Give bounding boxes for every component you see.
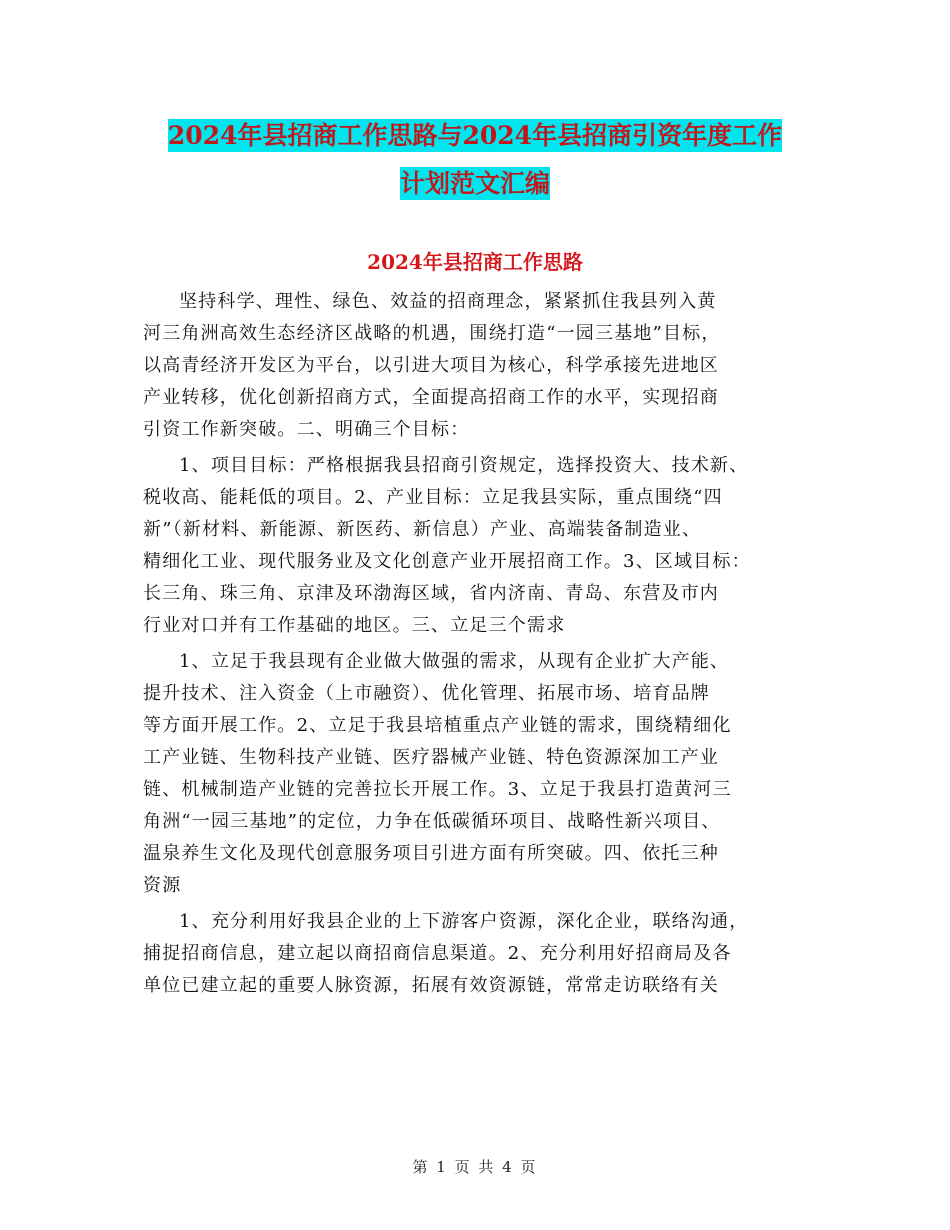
text-line: 产业转移，优化创新招商方式，全面提高招商工作的水平，实现招商 bbox=[143, 387, 719, 408]
paragraph-2 bbox=[143, 450, 808, 642]
text-line: 资源 bbox=[143, 875, 182, 896]
text-line: 新”（新材料、新能源、新医药、新信息）产业、高端装备制造业、 bbox=[143, 519, 702, 540]
text-line: 单位已建立起的重要人脉资源，拓展有效资源链，常常走访联络有关 bbox=[143, 975, 719, 996]
text-line: 坚持科学、理性、绿色、效益的招商理念，紧紧抓住我县列入黄 bbox=[179, 291, 717, 312]
text-line: 捕捉招商信息，建立起以商招商信息渠道。2、充分利用好招商局及各 bbox=[143, 943, 732, 964]
text-line: 1、立足于我县现有企业做大做强的需求，从现有企业扩大产能、 bbox=[179, 651, 730, 672]
title-line-1: 2024年县招商工作思路与2024年县招商引资年度工作 bbox=[167, 121, 783, 150]
paragraph-1 bbox=[143, 286, 808, 446]
page-footer: 第 1 页 共 4 页 bbox=[412, 1158, 538, 1176]
paragraph-4 bbox=[143, 906, 808, 1002]
text-line: 河三角洲高效生态经济区战略的机遇，围绕打造“一园三基地”目标， bbox=[143, 323, 721, 344]
text-line: 提升技术、注入资金（上市融资）、优化管理、拓展市场、培育品牌 bbox=[143, 683, 710, 704]
document-title bbox=[0, 112, 950, 208]
text-line: 精细化工业、现代服务业及文化创意产业开展招商工作。3、区域目标： bbox=[143, 551, 751, 572]
document-body bbox=[143, 286, 808, 1006]
text-line: 1、充分利用好我县企业的上下游客户资源，深化企业，联络沟通， bbox=[179, 911, 749, 932]
text-line: 角洲“一园三基地”的定位，力争在低碳循环项目、战略性新兴项目、 bbox=[143, 811, 721, 832]
title-line-2: 计划范文汇编 bbox=[399, 169, 550, 198]
section-title: 2024年县招商工作思路 bbox=[367, 250, 583, 274]
paragraph-3 bbox=[143, 646, 808, 902]
text-line: 长三角、珠三角、京津及环渤海区域，省内济南、青岛、东营及市内 bbox=[143, 583, 719, 604]
text-line: 行业对口并有工作基础的地区。三、立足三个需求 bbox=[143, 615, 566, 636]
text-line: 1、项目目标：严格根据我县招商引资规定，选择投资大、技术新、 bbox=[179, 455, 749, 476]
text-line: 等方面开展工作。2、立足于我县培植重点产业链的需求，围绕精细化 bbox=[143, 715, 732, 736]
text-line: 引资工作新突破。二、明确三个目标： bbox=[143, 419, 470, 440]
text-line: 温泉养生文化及现代创意服务项目引进方面有所突破。四、依托三种 bbox=[143, 843, 719, 864]
text-line: 工产业链、生物科技产业链、医疗器械产业链、特色资源深加工产业 bbox=[143, 747, 719, 768]
text-line: 链、机械制造产业链的完善拉长开展工作。3、立足于我县打造黄河三 bbox=[143, 779, 732, 800]
text-line: 税收高、能耗低的项目。2、产业目标：立足我县实际，重点围绕“四 bbox=[143, 487, 723, 508]
text-line: 以高青经济开发区为平台，以引进大项目为核心，科学承接先进地区 bbox=[143, 355, 719, 376]
